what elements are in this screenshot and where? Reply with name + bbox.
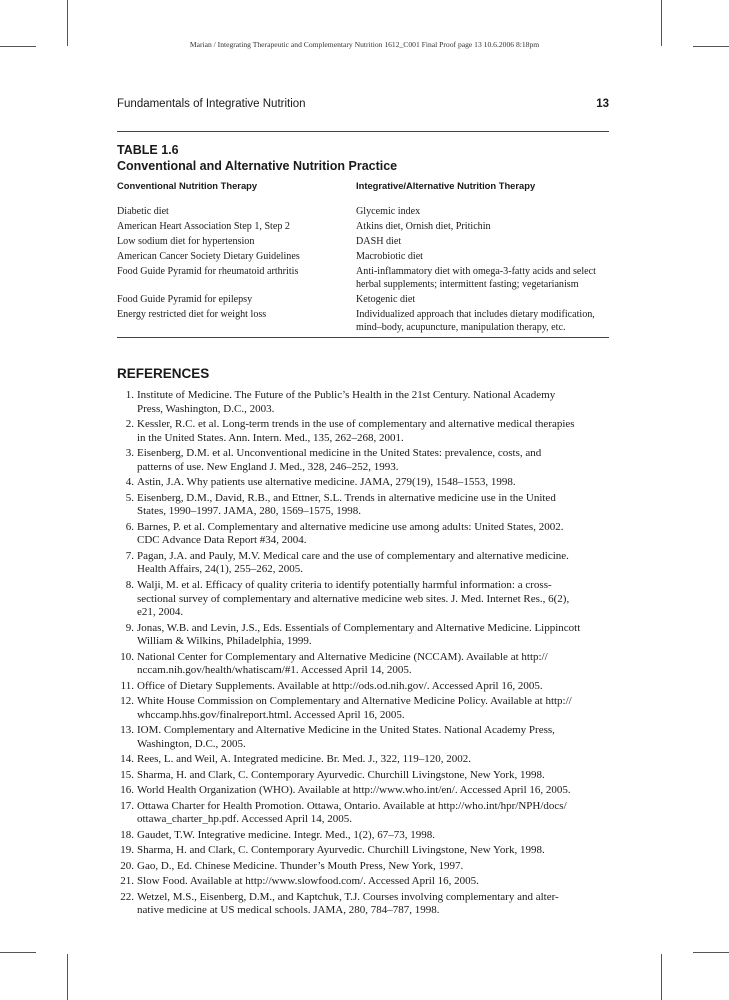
reference-number: 19. (120, 844, 134, 857)
reference-text: Walji, M. et al. Efficacy of quality criteria to identify potentially harmful information: a cross- sectional survey of complementary and alternative medicine web sites. J. Med. Internet Res., 6(2), e21, 2004. (137, 578, 570, 619)
reference-text: IOM. Complementary and Alternative Medicine in the United States. National Academy Press, Washington, D.C., 2005. (137, 724, 555, 750)
reference-number: 21. (120, 875, 134, 888)
reference-item (117, 769, 609, 783)
table-header-conventional: Conventional Nutrition Therapy (117, 180, 258, 191)
table-cell: American Heart Association Step 1, Step 2 (117, 220, 290, 232)
reference-text: White House Commission on Complementary and Alternative Medicine Policy. Available at http:// whccamp.hhs.gov/finalreport.html. Accessed April 16, 2005. (137, 695, 572, 721)
reference-text: Eisenberg, D.M., David, R.B., and Ettner, S.L. Trends in alternative medicine use in the United States, 1990–1997. JAMA, 280, 1569–1575, 1998. (137, 491, 556, 518)
reference-item (117, 844, 609, 858)
reference-number: 14. (120, 753, 134, 766)
reference-text: Wetzel, M.S., Eisenberg, D.M., and Kaptchuk, T.J. Courses involving complementary and alter- native medicine at US medical schools. JAMA, 280, 784–787, 1998. (137, 890, 559, 917)
table-body (117, 205, 609, 335)
page-number: 13 (596, 98, 609, 110)
reference-item (117, 860, 609, 874)
reference-number: 3. (125, 447, 134, 460)
table-row (117, 308, 609, 335)
reference-text: Astin, J.A. Why patients use alternative medicine. JAMA, 279(19), 1548–1553, 1998. (137, 476, 516, 489)
reference-text: Jonas, W.B. and Levin, J.S., Eds. Essentials of Complementary and Alternative Medicine. Lippincott William & Wilkins, Philadelphia, 1999. (137, 621, 581, 648)
running-head-title: Fundamentals of Integrative Nutrition (117, 98, 306, 110)
crop-mark-right-bottom (693, 952, 729, 953)
nutrition-table (117, 180, 609, 335)
references-list (117, 389, 609, 920)
reference-number: 4. (125, 476, 134, 489)
table-cell: Anti-inflammatory diet with omega-3-fatty acids and select herbal supplements; intermittent fasting; vegetarianism (356, 265, 596, 291)
reference-text: Office of Dietary Supplements. Available at http://ods.od.nih.gov/. Accessed April 16, 2005. (137, 679, 543, 692)
reference-text: Slow Food. Available at http://www.slowfood.com/. Accessed April 16, 2005. (137, 875, 479, 888)
reference-number: 10. (120, 650, 134, 663)
reference-number: 13. (120, 724, 134, 737)
reference-number: 22. (120, 890, 134, 903)
reference-text: Eisenberg, D.M. et al. Unconventional medicine in the United States: prevalence, costs, and patterns of use. New England J. Med., 328, 246–252, 1993. (137, 447, 542, 473)
reference-item (117, 753, 609, 767)
table-cell: Food Guide Pyramid for rheumatoid arthritis (117, 265, 299, 277)
reference-text: Gao, D., Ed. Chinese Medicine. Thunder’s Mouth Press, New York, 1997. (137, 859, 464, 872)
table-row (117, 265, 609, 292)
table-label: TABLE 1.6 (117, 143, 179, 157)
reference-number: 7. (125, 549, 134, 562)
reference-item (117, 622, 609, 649)
table-cell: Energy restricted diet for weight loss (117, 308, 267, 320)
crop-mark-bottom-left (67, 954, 68, 1000)
reference-text: Ottawa Charter for Health Promotion. Ottawa, Ontario. Available at http://who.int/hpr/NPH/docs/ ottawa_charter_hp.pdf. Accessed April 14, 2005. (137, 799, 567, 826)
reference-item (117, 418, 609, 445)
table-row (117, 293, 609, 307)
reference-item (117, 695, 609, 722)
reference-text: Pagan, J.A. and Pauly, M.V. Medical care and the use of complementary and alternative medicine. Health Affairs, 24(1), 255–262, 2005. (137, 549, 569, 576)
reference-item (117, 492, 609, 519)
reference-item (117, 447, 609, 474)
reference-item (117, 476, 609, 490)
reference-number: 20. (120, 859, 134, 872)
reference-item (117, 389, 609, 416)
reference-number: 11. (120, 679, 134, 692)
reference-item (117, 579, 609, 620)
reference-number: 16. (120, 784, 134, 797)
reference-item (117, 829, 609, 843)
table-cell: Atkins diet, Ornish diet, Pritichin (356, 220, 491, 232)
reference-number: 2. (125, 418, 134, 431)
reference-item (117, 891, 609, 918)
reference-item (117, 875, 609, 889)
reference-text: World Health Organization (WHO). Available at http://www.who.int/en/. Accessed April 16, 2005. (137, 784, 571, 797)
reference-item (117, 550, 609, 577)
reference-item (117, 521, 609, 548)
crop-mark-left-bottom (0, 952, 36, 953)
reference-number: 8. (125, 578, 134, 591)
reference-item (117, 724, 609, 751)
reference-item (117, 800, 609, 827)
crop-mark-bottom-right (661, 954, 662, 1000)
reference-text: Kessler, R.C. et al. Long-term trends in the use of complementary and alternative medical therapies in the United States. Ann. Intern. Med., 135, 262–268, 2001. (137, 418, 575, 444)
table-title: Conventional and Alternative Nutrition Practice (117, 159, 398, 173)
table-cell: American Cancer Society Dietary Guidelines (117, 250, 300, 262)
table-cell: Low sodium diet for hypertension (117, 235, 255, 247)
table-header-row (117, 180, 609, 202)
table-cell: Individualized approach that includes dietary modification, mind–body, acupuncture, manipulation therapy, etc. (356, 308, 595, 334)
running-head (117, 98, 609, 110)
table-cell: Macrobiotic diet (356, 250, 423, 262)
table-row (117, 220, 609, 234)
reference-item (117, 651, 609, 678)
reference-number: 12. (120, 695, 134, 708)
reference-item (117, 784, 609, 798)
reference-number: 17. (120, 799, 134, 812)
reference-item (117, 680, 609, 694)
reference-number: 6. (125, 520, 134, 533)
reference-number: 9. (125, 621, 134, 634)
reference-number: 18. (120, 828, 134, 841)
table-cell: Diabetic diet (117, 206, 169, 217)
table-cell: Glycemic index (356, 206, 421, 217)
table-header-alternative: Integrative/Alternative Nutrition Therapy (356, 180, 536, 191)
reference-text: Institute of Medicine. The Future of the Public’s Health in the 21st Century. National Academy Press, Washington, D.C., 2003. (137, 389, 556, 415)
table-cell: Food Guide Pyramid for epilepsy (117, 293, 253, 305)
reference-text: Gaudet, T.W. Integrative medicine. Integr. Med., 1(2), 67–73, 1998. (137, 828, 435, 841)
reference-number: 1. (125, 389, 134, 401)
table-row (117, 235, 609, 249)
reference-text: Sharma, H. and Clark, C. Contemporary Ayurvedic. Churchill Livingstone, New York, 1998. (137, 844, 545, 857)
table-top-rule (117, 131, 609, 132)
table-row (117, 205, 609, 219)
reference-text: Barnes, P. et al. Complementary and alternative medicine use among adults: United States, 2002. CDC Advance Data Report #34, 2004. (137, 520, 564, 547)
reference-text: National Center for Complementary and Alternative Medicine (NCCAM). Available at http:// nccam.nih.gov/health/whatiscam/#1. Accessed April 14, 2005. (137, 650, 548, 677)
reference-text: Sharma, H. and Clark, C. Contemporary Ayurvedic. Churchill Livingstone, New York, 1998. (137, 768, 545, 781)
proof-line: Marian / Integrating Therapeutic and Complementary Nutrition 1612_C001 Final Proof page 13 10.6.2006 8:18pm (189, 40, 540, 49)
table-row (117, 250, 609, 264)
table-cell: DASH diet (356, 235, 402, 247)
reference-number: 15. (120, 768, 134, 781)
references-heading: REFERENCES (117, 366, 210, 381)
table-cell: Ketogenic diet (356, 293, 416, 305)
reference-text: Rees, L. and Weil, A. Integrated medicine. Br. Med. J., 322, 119–120, 2002. (137, 753, 471, 766)
table-bottom-rule (117, 337, 609, 338)
reference-number: 5. (125, 491, 134, 504)
table-caption (117, 142, 609, 174)
